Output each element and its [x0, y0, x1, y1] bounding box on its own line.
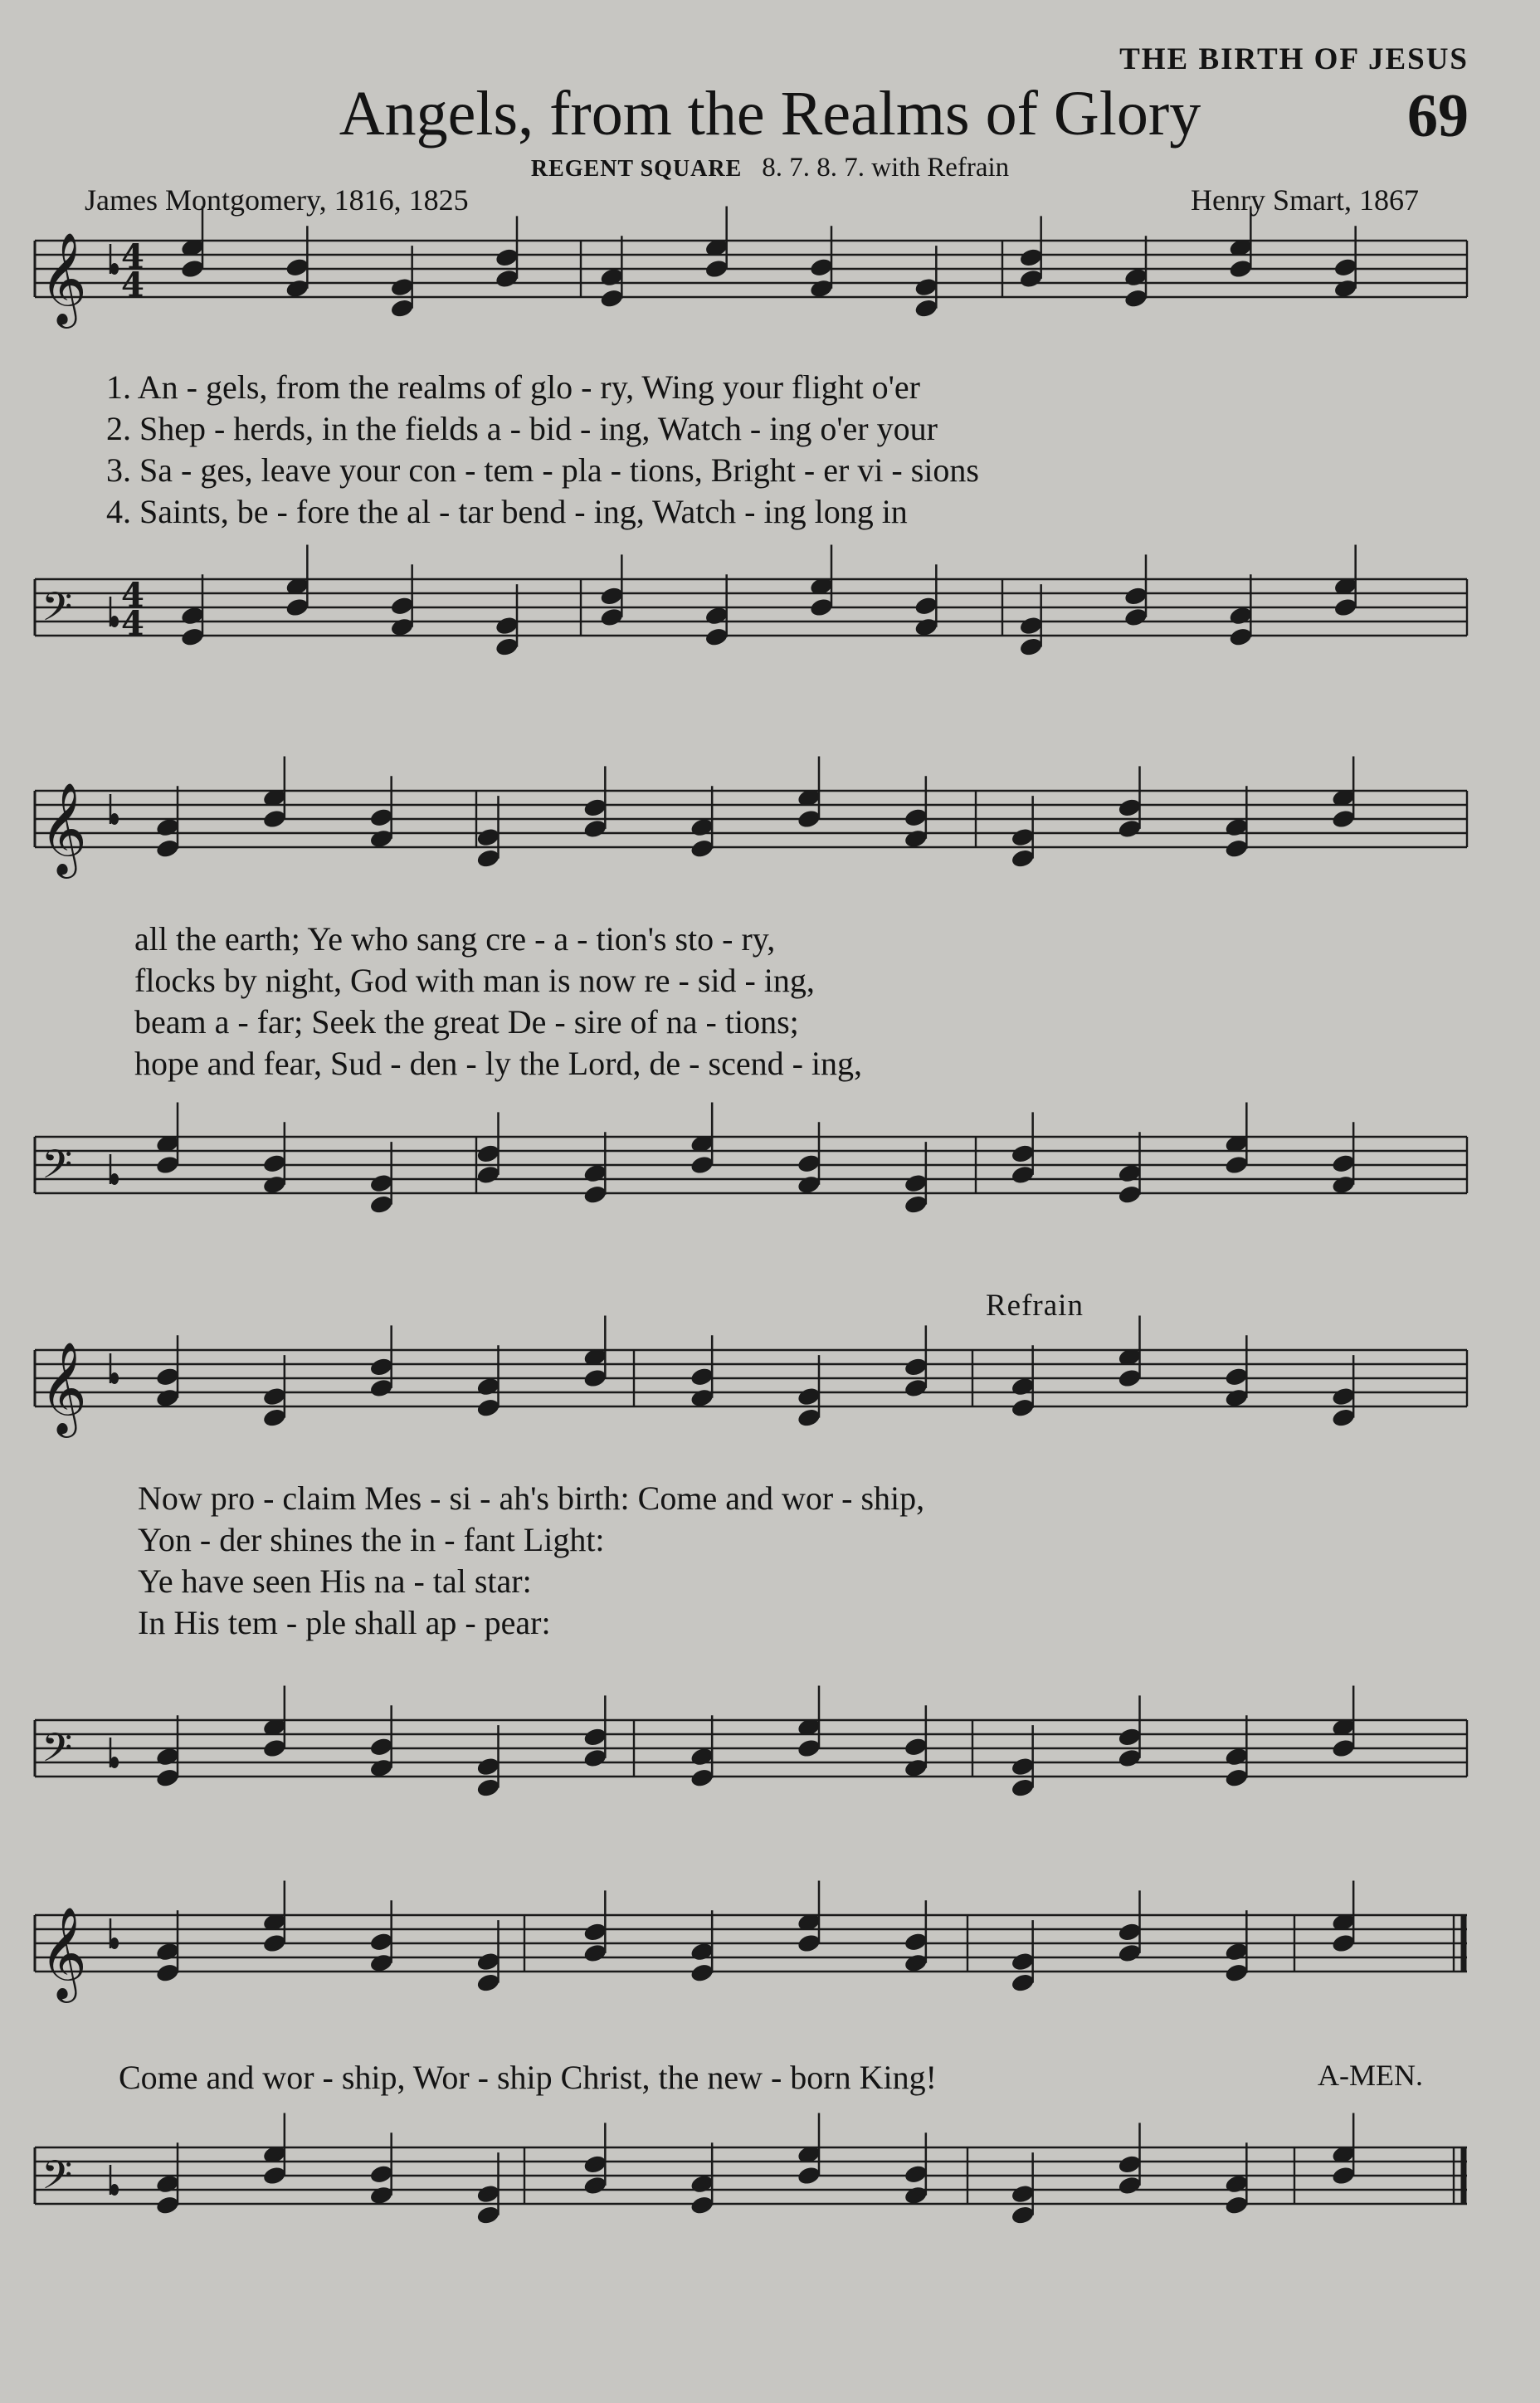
note-head — [1117, 1921, 1143, 1942]
note-head — [495, 615, 520, 636]
note-head — [599, 607, 625, 628]
note-head — [180, 258, 206, 280]
note-head — [582, 818, 608, 840]
note-head — [155, 2195, 181, 2216]
note-head — [1117, 1942, 1143, 1964]
lyric-line: 3. Sa - ges, leave your con - tem - pla - tions, Bright - er vi - sions — [106, 451, 979, 489]
note-head — [1224, 838, 1250, 860]
bass-clef: 𝄢 — [41, 1141, 73, 1197]
note-head — [1224, 1962, 1250, 1984]
note-head — [368, 2163, 394, 2185]
note-head — [262, 1933, 288, 1954]
flat-sign — [110, 1938, 119, 1949]
lyric-line: In His tem - ple shall ap - pear: — [138, 1604, 551, 1641]
flat-sign — [110, 1757, 119, 1768]
lyric-line: 4. Saints, be - fore the al - tar bend - ing, Watch - ing long in — [106, 493, 908, 530]
note-head — [475, 1951, 501, 1972]
note-head — [1228, 626, 1254, 648]
bass-clef: 𝄢 — [41, 583, 73, 640]
author-credit: James Montgomery, 1816, 1825 — [85, 183, 469, 217]
note-head — [797, 1386, 822, 1407]
note-head — [475, 1143, 501, 1164]
note-head — [797, 1153, 822, 1174]
note-head — [904, 1194, 929, 1216]
note-head — [1117, 1367, 1143, 1389]
note-head — [904, 1377, 929, 1399]
lyric-line: beam a - far; Seek the great De - sire of na - tions; — [134, 1003, 799, 1041]
note-head — [914, 298, 939, 319]
time-signature: 4 — [121, 576, 144, 615]
note-head — [599, 585, 625, 607]
note-head — [1010, 1972, 1036, 1994]
note-head — [368, 1356, 394, 1377]
composer-credit: Henry Smart, 1867 — [1191, 183, 1419, 217]
note-head — [809, 256, 835, 278]
note-head — [262, 2165, 288, 2186]
note-head — [904, 1736, 929, 1757]
lyric-line: 2. Shep - herds, in the fields a - bid - ing, Watch - ing o'er your — [106, 410, 938, 447]
note-head — [1117, 2153, 1143, 2175]
note-head — [690, 1366, 715, 1387]
note-head — [1018, 268, 1044, 290]
note-head — [1010, 1756, 1036, 1777]
note-head — [1018, 636, 1044, 658]
treble-clef: 𝄞 — [40, 232, 87, 324]
note-head — [1010, 1951, 1036, 1972]
note-head — [1224, 1366, 1250, 1387]
note-head — [1117, 2175, 1143, 2196]
section-heading: THE BIRTH OF JESUS — [1119, 42, 1469, 76]
flat-sign — [110, 1173, 119, 1185]
note-head — [285, 597, 310, 618]
note-head — [690, 1962, 715, 1984]
bass-clef: 𝄢 — [41, 2152, 73, 2208]
note-head — [1117, 1747, 1143, 1769]
note-head — [180, 626, 206, 648]
note-head — [389, 276, 415, 298]
time-signature: 4 — [121, 266, 144, 305]
note-head — [475, 1777, 501, 1799]
lyric-line: hope and fear, Sud - den - ly the Lord, de - scend - ing, — [134, 1045, 863, 1082]
note-head — [475, 2205, 501, 2226]
note-head — [809, 597, 835, 618]
note-head — [1331, 2165, 1357, 2186]
note-head — [1228, 258, 1254, 280]
treble-clef: 𝄞 — [40, 782, 87, 875]
lyric-line: all the earth; Ye who sang cre - a - tion's sto - ry, — [134, 920, 776, 958]
note-head — [797, 808, 822, 830]
note-head — [1123, 585, 1149, 607]
note-head — [155, 1366, 181, 1387]
note-head — [704, 258, 729, 280]
note-head — [1010, 826, 1036, 848]
treble-clef: 𝄞 — [40, 1906, 87, 1999]
flat-sign — [110, 1372, 119, 1384]
time-signature: 4 — [121, 237, 144, 276]
note-head — [495, 268, 520, 290]
note-head — [797, 2165, 822, 2186]
note-head — [475, 1972, 501, 1994]
note-head — [797, 1933, 822, 1954]
note-head — [1331, 808, 1357, 830]
note-head — [1333, 256, 1358, 278]
note-head — [582, 1726, 608, 1747]
note-head — [1010, 1164, 1036, 1186]
note-head — [368, 1931, 394, 1952]
note-head — [262, 1386, 288, 1407]
note-head — [1117, 1184, 1143, 1206]
note-head — [155, 838, 181, 860]
lyric-line: 1. An - gels, from the realms of glo - ry, Wing your flight o'er — [106, 368, 920, 406]
note-head — [1010, 2183, 1036, 2205]
note-head — [582, 1921, 608, 1942]
note-head — [797, 1407, 822, 1429]
note-head — [1010, 1777, 1036, 1799]
note-head — [495, 246, 520, 268]
note-head — [690, 1154, 715, 1176]
note-head — [690, 838, 715, 860]
note-head — [368, 1172, 394, 1194]
hymn-number: 69 — [1407, 82, 1469, 150]
note-head — [1331, 1738, 1357, 1759]
note-head — [1224, 1767, 1250, 1789]
note-head — [599, 288, 625, 310]
note-head — [155, 1154, 181, 1176]
note-head — [1117, 797, 1143, 818]
note-head — [582, 1942, 608, 1964]
note-head — [475, 848, 501, 870]
lyric-line: Yon - der shines the in - fant Light: — [138, 1521, 605, 1558]
note-head — [1010, 1143, 1036, 1164]
note-head — [155, 1962, 181, 1984]
note-head — [368, 1194, 394, 1216]
note-head — [1123, 607, 1149, 628]
note-head — [368, 807, 394, 828]
note-head — [904, 2163, 929, 2185]
note-head — [262, 1738, 288, 1759]
note-head — [582, 797, 608, 818]
note-head — [285, 256, 310, 278]
note-head — [475, 1756, 501, 1777]
time-signature: 4 — [121, 604, 144, 643]
note-head — [1010, 2205, 1036, 2226]
note-head — [262, 1407, 288, 1429]
note-head — [262, 1153, 288, 1174]
tune-name: REGENT SQUARE — [530, 156, 743, 182]
note-head — [1331, 1386, 1357, 1407]
note-head — [1331, 1153, 1357, 1174]
note-head — [475, 1397, 501, 1419]
note-head — [1010, 848, 1036, 870]
note-head — [1331, 1933, 1357, 1954]
refrain-label: Refrain — [986, 1289, 1084, 1323]
flat-sign — [110, 813, 119, 825]
note-head — [1331, 1407, 1357, 1429]
note-head — [1010, 1397, 1036, 1419]
note-head — [582, 1184, 608, 1206]
note-head — [155, 1767, 181, 1789]
note-head — [495, 636, 520, 658]
note-head — [582, 1367, 608, 1389]
note-head — [1333, 597, 1358, 618]
meter: 8. 7. 8. 7. with Refrain — [762, 153, 1010, 183]
note-head — [262, 808, 288, 830]
amen-label: A-MEN. — [1318, 2059, 1423, 2092]
note-head — [475, 2183, 501, 2205]
note-head — [582, 2175, 608, 2196]
note-head — [475, 826, 501, 848]
note-head — [690, 1767, 715, 1789]
note-head — [1123, 288, 1149, 310]
bass-clef: 𝄢 — [41, 1724, 73, 1781]
flat-sign — [110, 616, 119, 627]
flat-sign — [110, 2184, 119, 2196]
note-head — [704, 626, 729, 648]
note-head — [582, 2153, 608, 2175]
note-head — [1018, 246, 1044, 268]
note-head — [1018, 615, 1044, 636]
lyric-line: Now pro - claim Mes - si - ah's birth: Come and wor - ship, — [138, 1479, 925, 1517]
note-head — [914, 595, 939, 617]
note-head — [389, 595, 415, 617]
treble-clef: 𝄞 — [40, 1341, 87, 1434]
note-head — [1224, 1154, 1250, 1176]
note-head — [582, 1747, 608, 1769]
note-head — [690, 2195, 715, 2216]
note-head — [904, 1356, 929, 1377]
note-head — [368, 1736, 394, 1757]
note-head — [389, 298, 415, 319]
note-head — [904, 1931, 929, 1952]
note-head — [1224, 2195, 1250, 2216]
lyric-line: Come and wor - ship, Wor - ship Christ, the new - born King! — [119, 2059, 937, 2096]
note-head — [475, 1164, 501, 1186]
note-head — [797, 1738, 822, 1759]
note-head — [904, 1172, 929, 1194]
note-head — [368, 1377, 394, 1399]
lyric-line: Ye have seen His na - tal star: — [138, 1562, 532, 1600]
note-head — [904, 807, 929, 828]
lyric-line: flocks by night, God with man is now re - sid - ing, — [134, 962, 815, 999]
note-head — [914, 276, 939, 298]
hymn-title: Angels, from the Realms of Glory — [339, 79, 1201, 149]
note-head — [1117, 818, 1143, 840]
note-head — [1117, 1726, 1143, 1747]
flat-sign — [110, 263, 119, 275]
